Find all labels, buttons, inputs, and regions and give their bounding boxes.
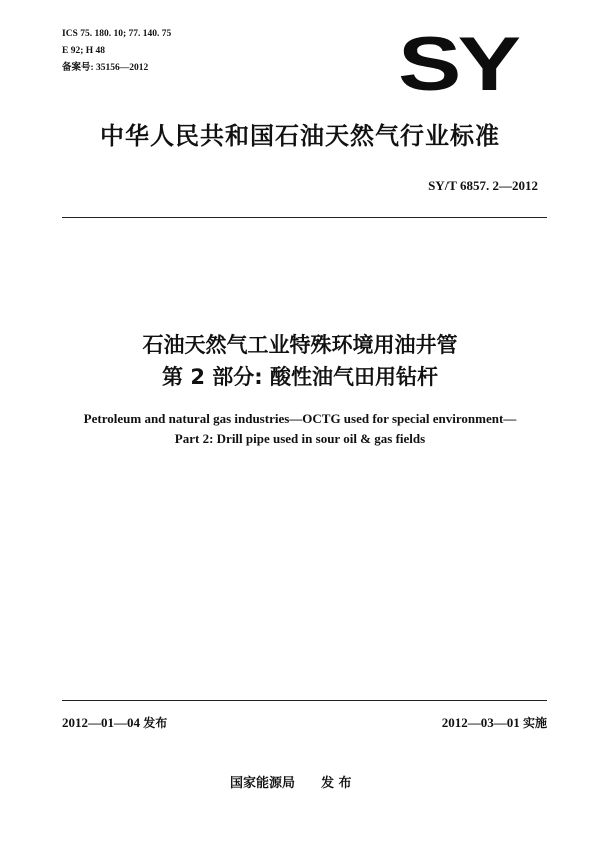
- title-en-line2: Part 2: Drill pipe used in sour oil & gas fields: [174, 431, 426, 446]
- organization-title: 中华人民共和国石油天然气行业标准: [100, 122, 500, 150]
- title-cn-line1: 石油天然气工业特殊环境用油井管: [142, 333, 458, 357]
- title-en-line1: Petroleum and natural gas industries—OCTG used for special environment—: [83, 411, 517, 426]
- issuer-name: 国家能源局: [230, 776, 296, 791]
- implementation-date-block: [442, 714, 547, 732]
- ccs-code: E 92; H 48: [62, 46, 106, 56]
- sy-logo: SY: [398, 22, 518, 107]
- record-number: 备案号: 35156—2012: [62, 63, 149, 73]
- issuer-block: [230, 775, 352, 793]
- top-divider: [62, 217, 547, 218]
- issue-label: 发布: [143, 716, 168, 730]
- implementation-date: 2012—03—01: [441, 715, 520, 730]
- standard-number: SY/T 6857. 2—2012: [428, 178, 538, 193]
- implementation-label: 实施: [522, 716, 547, 730]
- ics-code: ICS 75. 180. 10; 77. 140. 75: [62, 29, 172, 39]
- issue-date-block: [62, 714, 167, 732]
- title-cn-line2: 第 2 部分: 酸性油气田用钻杆: [162, 365, 438, 389]
- bottom-divider: [62, 700, 547, 701]
- issuer-action: 发 布: [321, 776, 352, 791]
- issue-date: 2012—01—04: [62, 715, 140, 730]
